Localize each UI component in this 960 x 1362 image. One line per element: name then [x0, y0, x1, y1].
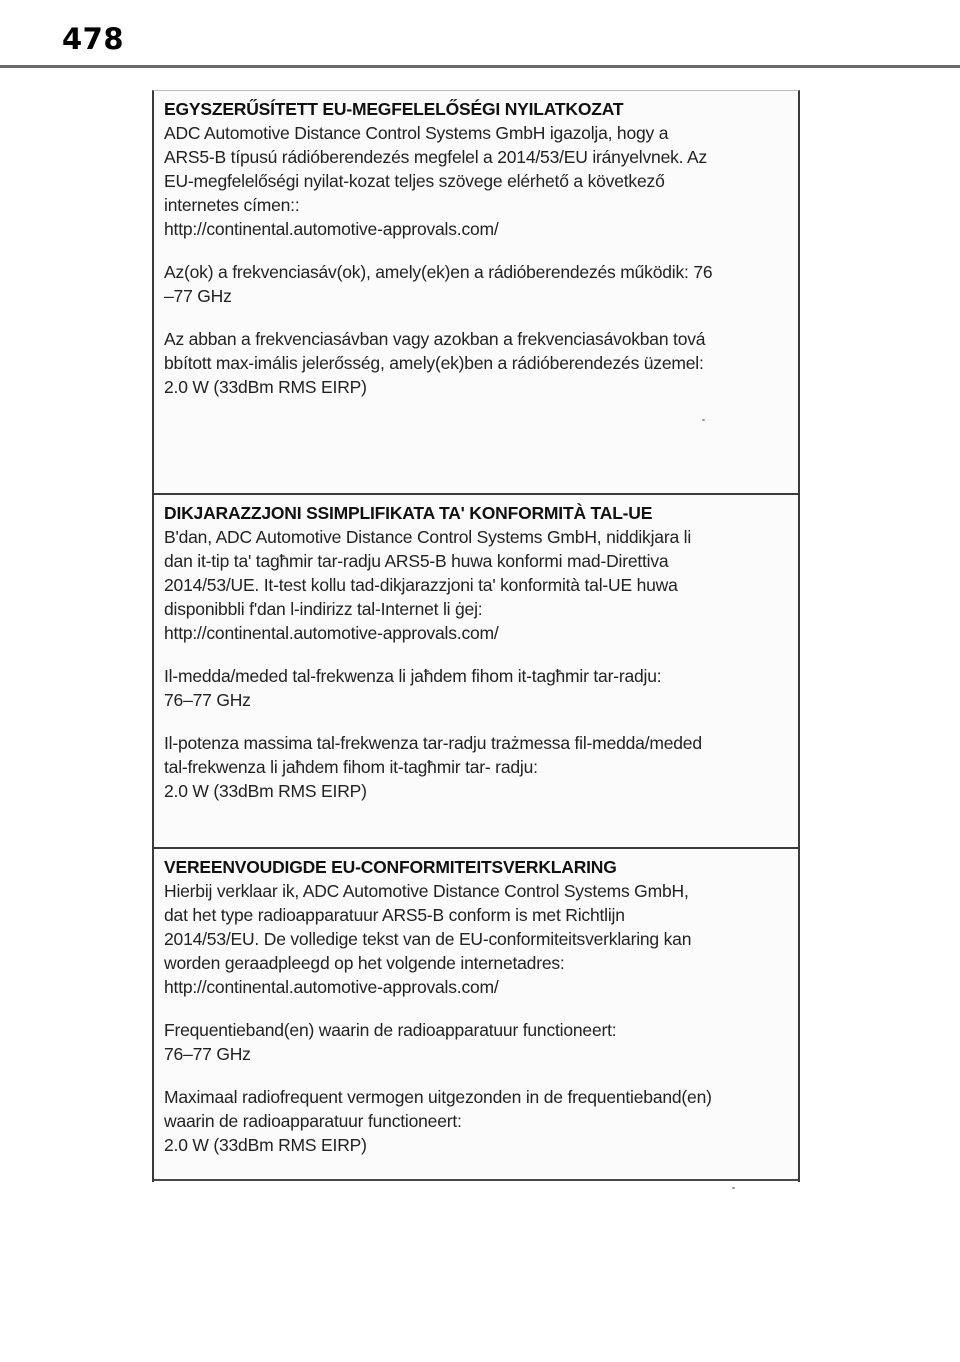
declaration-maltese: [154, 495, 798, 849]
body-line: disponibbli f'dan l-indirizz tal-Internet li ġej:: [164, 599, 483, 619]
body-line: ADC Automotive Distance Control Systems GmbH igazolja, hogy a: [164, 123, 669, 143]
scan-speck: [732, 1187, 735, 1189]
power-line: tal-frekwenza li jaħdem fihom it-tagħmir tar- radju:: [164, 757, 538, 777]
url-line: http://continental.automotive-approvals.com/: [164, 623, 499, 643]
power-line: Az abban a frekvenciasávban vagy azokban a frekvenciasávokban tová: [164, 329, 706, 349]
declaration-dutch: [154, 849, 798, 1181]
frequency-line: Frequentieband(en) waarin de radioapparatuur functioneert:: [164, 1020, 617, 1040]
frequency-value: –77 GHz: [164, 286, 232, 306]
section-title: VEREENVOUDIGDE EU-CONFORMITEITSVERKLARING: [164, 857, 617, 877]
body-line: Hierbij verklaar ik, ADC Automotive Distance Control Systems GmbH,: [164, 881, 689, 901]
body-line: ARS5-B típusú rádióberendezés megfelel a 2014/53/EU irányelvnek. Az: [164, 147, 708, 167]
declaration-hungarian: [154, 91, 798, 495]
url-line: http://continental.automotive-approvals.com/: [164, 977, 499, 997]
power-line: waarin de radioapparatuur functioneert:: [164, 1111, 462, 1131]
power-value: 2.0 W (33dBm RMS EIRP): [164, 1135, 367, 1155]
header-rule: [0, 65, 960, 68]
power-line: Maximaal radiofrequent vermogen uitgezonden in de frequentieband(en): [164, 1087, 712, 1107]
scan-speck: [702, 419, 705, 421]
body-line: worden geraadpleegd op het volgende internetadres:: [164, 953, 565, 973]
body-line: dat het type radioapparatuur ARS5-B conform is met Richtlijn: [164, 905, 625, 925]
power-line: bbított max-imális jelerősség, amely(ek)ben a rádióberendezés üzemel:: [164, 353, 704, 373]
scanned-declaration-image: [152, 90, 800, 1182]
url-line: http://continental.automotive-approvals.com/: [164, 219, 499, 239]
power-line: Il-potenza massima tal-frekwenza tar-radju trażmessa fil-medda/meded: [164, 733, 702, 753]
section-title: EGYSZERŰSÍTETT EU-MEGFELELŐSÉGI NYILATKOZAT: [164, 99, 624, 119]
page-number: 478: [62, 22, 125, 56]
power-value: 2.0 W (33dBm RMS EIRP): [164, 781, 367, 801]
frequency-line: Il-medda/meded tal-frekwenza li jaħdem fihom it-tagħmir tar-radju:: [164, 666, 662, 686]
body-line: internetes címen::: [164, 195, 300, 215]
body-line: EU-megfelelőségi nyilat-kozat teljes szövege elérhető a következő: [164, 171, 665, 191]
body-line: B'dan, ADC Automotive Distance Control Systems GmbH, niddikjara li: [164, 527, 692, 547]
frequency-value: 76–77 GHz: [164, 1044, 251, 1064]
frequency-line: Az(ok) a frekvenciasáv(ok), amely(ek)en a rádióberendezés működik: 76: [164, 262, 713, 282]
section-title: DIKJARAZZJONI SSIMPLIFIKATA TA' KONFORMITÀ TAL-UE: [164, 503, 653, 523]
frequency-value: 76–77 GHz: [164, 690, 251, 710]
body-line: 2014/53/EU. De volledige tekst van de EU-conformiteitsverklaring kan: [164, 929, 692, 949]
body-line: 2014/53/UE. It-test kollu tad-dikjarazzjoni ta' konformità tal-UE huwa: [164, 575, 678, 595]
body-line: dan it-tip ta' tagħmir tar-radju ARS5-B huwa konformi mad-Direttiva: [164, 551, 669, 571]
power-value: 2.0 W (33dBm RMS EIRP): [164, 377, 367, 397]
